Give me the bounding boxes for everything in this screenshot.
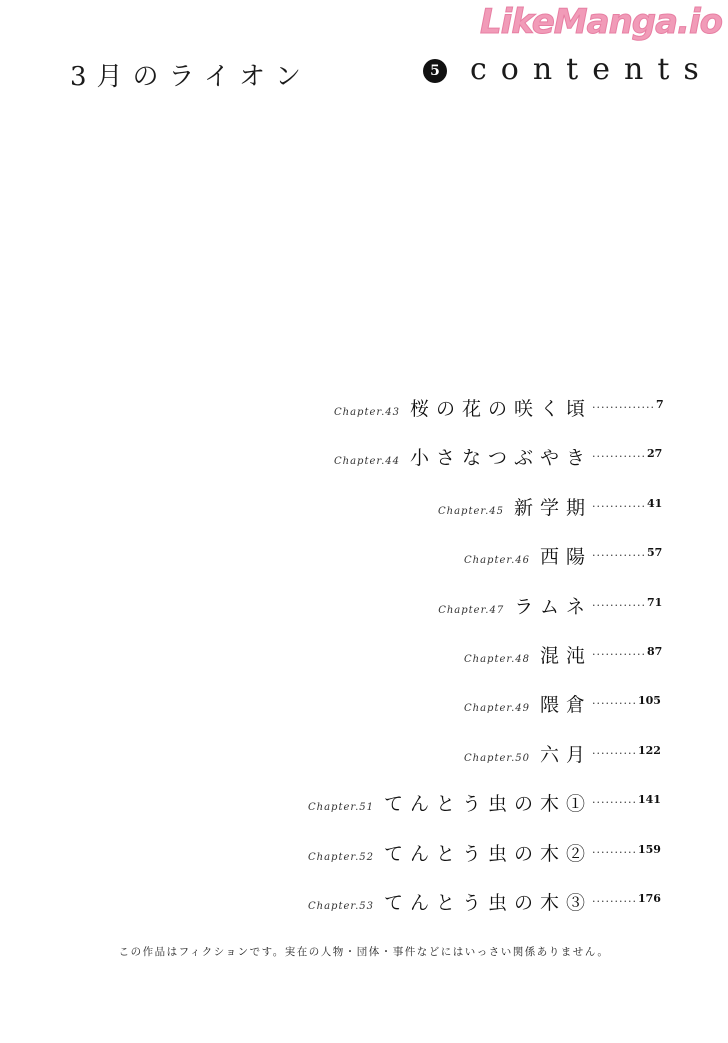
leader-dots: ............ — [592, 496, 646, 510]
page-number: 122 — [637, 743, 661, 757]
page-reference — [592, 447, 663, 461]
leader-dots: .............. — [592, 398, 655, 411]
table-of-contents — [0, 394, 728, 937]
toc-row — [0, 443, 728, 492]
chapter-title: 桜の花の咲く頃 — [409, 398, 592, 420]
chapter-heading — [438, 493, 592, 520]
contents-label: contents — [470, 52, 713, 87]
leader-dots: .......... — [592, 891, 637, 905]
fiction-disclaimer: この作品はフィクションです。実在の人物・団体・事件などにはいっさい関係ありません。 — [118, 946, 610, 958]
chapter-heading — [334, 394, 592, 421]
chapter-heading — [464, 690, 592, 717]
page-reference — [592, 694, 661, 708]
chapter-heading — [308, 789, 592, 816]
page-reference — [592, 644, 663, 658]
chapter-heading — [464, 740, 592, 767]
leader-dots: .......... — [592, 842, 637, 856]
page-reference — [592, 398, 664, 411]
page-number: 87 — [646, 644, 663, 658]
toc-row — [0, 641, 728, 690]
chapter-title: 小さなつぶやき — [409, 447, 592, 470]
page-number: 105 — [637, 694, 661, 708]
chapter-number: Chapter.51 — [308, 802, 374, 814]
page-reference — [592, 842, 661, 856]
toc-row — [0, 888, 728, 937]
chapter-heading — [464, 641, 592, 668]
chapter-title: てんとう虫の木② — [383, 842, 592, 865]
chapter-title: 西陽 — [539, 546, 592, 569]
chapter-number: Chapter.52 — [308, 851, 374, 863]
page-reference — [592, 793, 661, 807]
leader-dots: ............ — [592, 644, 646, 658]
page-number: 141 — [637, 793, 661, 807]
chapter-number: Chapter.45 — [438, 505, 504, 517]
leader-dots: .......... — [592, 743, 637, 757]
page-reference — [592, 496, 663, 510]
page-number: 57 — [646, 546, 663, 560]
chapter-heading — [308, 888, 592, 915]
series-title: 3月のライオン — [70, 62, 311, 92]
chapter-number: Chapter.50 — [464, 752, 530, 764]
watermark: LikeManga.io — [480, 2, 722, 42]
page-number: 7 — [655, 398, 664, 411]
chapter-number: Chapter.48 — [464, 653, 530, 665]
chapter-title: てんとう虫の木① — [383, 793, 592, 816]
chapter-number: Chapter.46 — [464, 555, 530, 567]
page-reference — [592, 546, 663, 560]
toc-row — [0, 592, 728, 641]
leader-dots: .......... — [592, 793, 637, 807]
page-number: 71 — [646, 595, 663, 609]
leader-dots: ............ — [592, 546, 646, 560]
chapter-heading — [308, 839, 592, 866]
page-reference — [592, 891, 661, 905]
volume-badge: 5 — [423, 59, 447, 83]
chapter-heading — [334, 443, 592, 470]
toc-row — [0, 690, 728, 739]
toc-row — [0, 740, 728, 789]
chapter-heading — [464, 542, 592, 569]
chapter-title: 隈倉 — [539, 694, 592, 717]
chapter-number: Chapter.53 — [308, 900, 374, 912]
page-number: 27 — [646, 447, 663, 461]
toc-row — [0, 839, 728, 888]
toc-row — [0, 493, 728, 542]
leader-dots: ............ — [592, 595, 646, 609]
chapter-title: てんとう虫の木③ — [383, 891, 592, 914]
leader-dots: ............ — [592, 447, 646, 461]
contents-header — [70, 52, 713, 96]
page-number: 159 — [637, 842, 661, 856]
chapter-title: 六月 — [539, 743, 592, 766]
page-reference — [592, 595, 663, 609]
page-number: 41 — [646, 496, 663, 510]
chapter-title: 新学期 — [513, 496, 592, 519]
toc-row — [0, 542, 728, 591]
chapter-number: Chapter.47 — [438, 604, 505, 616]
chapter-title: 混沌 — [539, 644, 592, 667]
leader-dots: .......... — [592, 694, 637, 708]
page-reference — [592, 743, 661, 757]
page-number: 176 — [637, 891, 661, 905]
chapter-number: Chapter.43 — [334, 407, 400, 418]
chapter-title: ラムネ — [514, 595, 592, 618]
toc-row — [0, 394, 728, 443]
chapter-heading — [438, 592, 592, 619]
chapter-number: Chapter.49 — [464, 703, 530, 715]
chapter-number: Chapter.44 — [334, 456, 400, 468]
toc-row — [0, 789, 728, 838]
